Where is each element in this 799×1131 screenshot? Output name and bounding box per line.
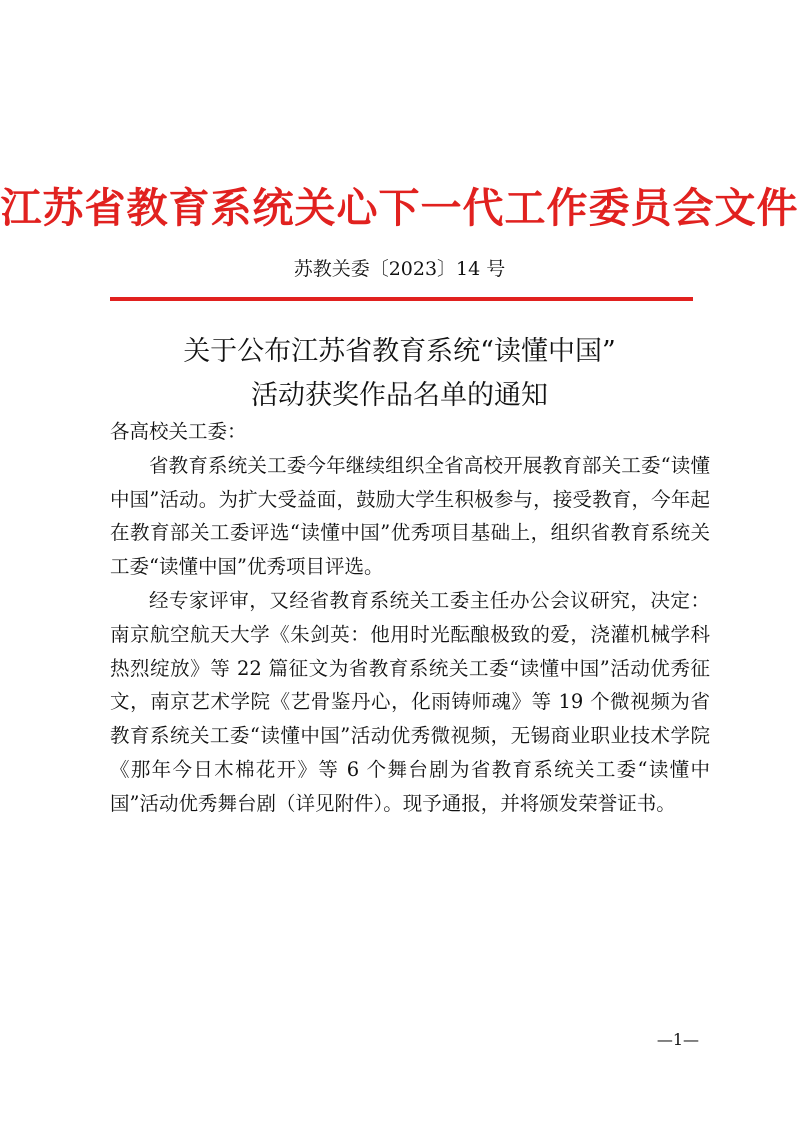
red-divider-line bbox=[110, 297, 693, 301]
notice-title bbox=[0, 330, 799, 418]
paragraph-2: 经专家评审，又经省教育系统关工委主任办公会议研究，决定：南京航空航天大学《朱剑英：他用时光酝酿极致的爱，浇灌机械学科热烈绽放》等 22 篇征文为省教育系统关工委“读懂中国”活动优秀征文，南京艺术学院《艺骨鉴丹心，化雨铸师魂》等 19 个微视频为省教育系统关工委“读懂中国”活动优秀微视频，无锡商业职业技术学院《那年今日木棉花开》等 6 个舞台剧为省教育系统关工委“读懂中国”活动优秀舞台剧（详见附件）。现予通报，并将颁发荣誉证书。 bbox=[110, 588, 710, 815]
notice-title-line-1: 关于公布江苏省教育系统“读懂中国” bbox=[183, 336, 616, 367]
notice-title-line-2: 活动获奖作品名单的通知 bbox=[251, 380, 548, 411]
paragraph-1: 省教育系统关工委今年继续组织全省高校开展教育部关工委“读懂中国”活动。为扩大受益面，鼓励大学生积极参与，接受教育，今年起在教育部关工委评选“读懂中国”优秀项目基础上，组织省教育系统关工委“读懂中国”优秀项目评选。 bbox=[110, 453, 710, 579]
notice-body bbox=[110, 415, 710, 821]
salutation: 各高校关工委： bbox=[110, 420, 247, 443]
masthead-title: 江苏省教育系统关心下一代工作委员会文件 bbox=[0, 184, 799, 232]
document-number: 苏教关委〔2023〕14 号 bbox=[293, 258, 506, 280]
page-number: —1— bbox=[656, 1030, 699, 1049]
